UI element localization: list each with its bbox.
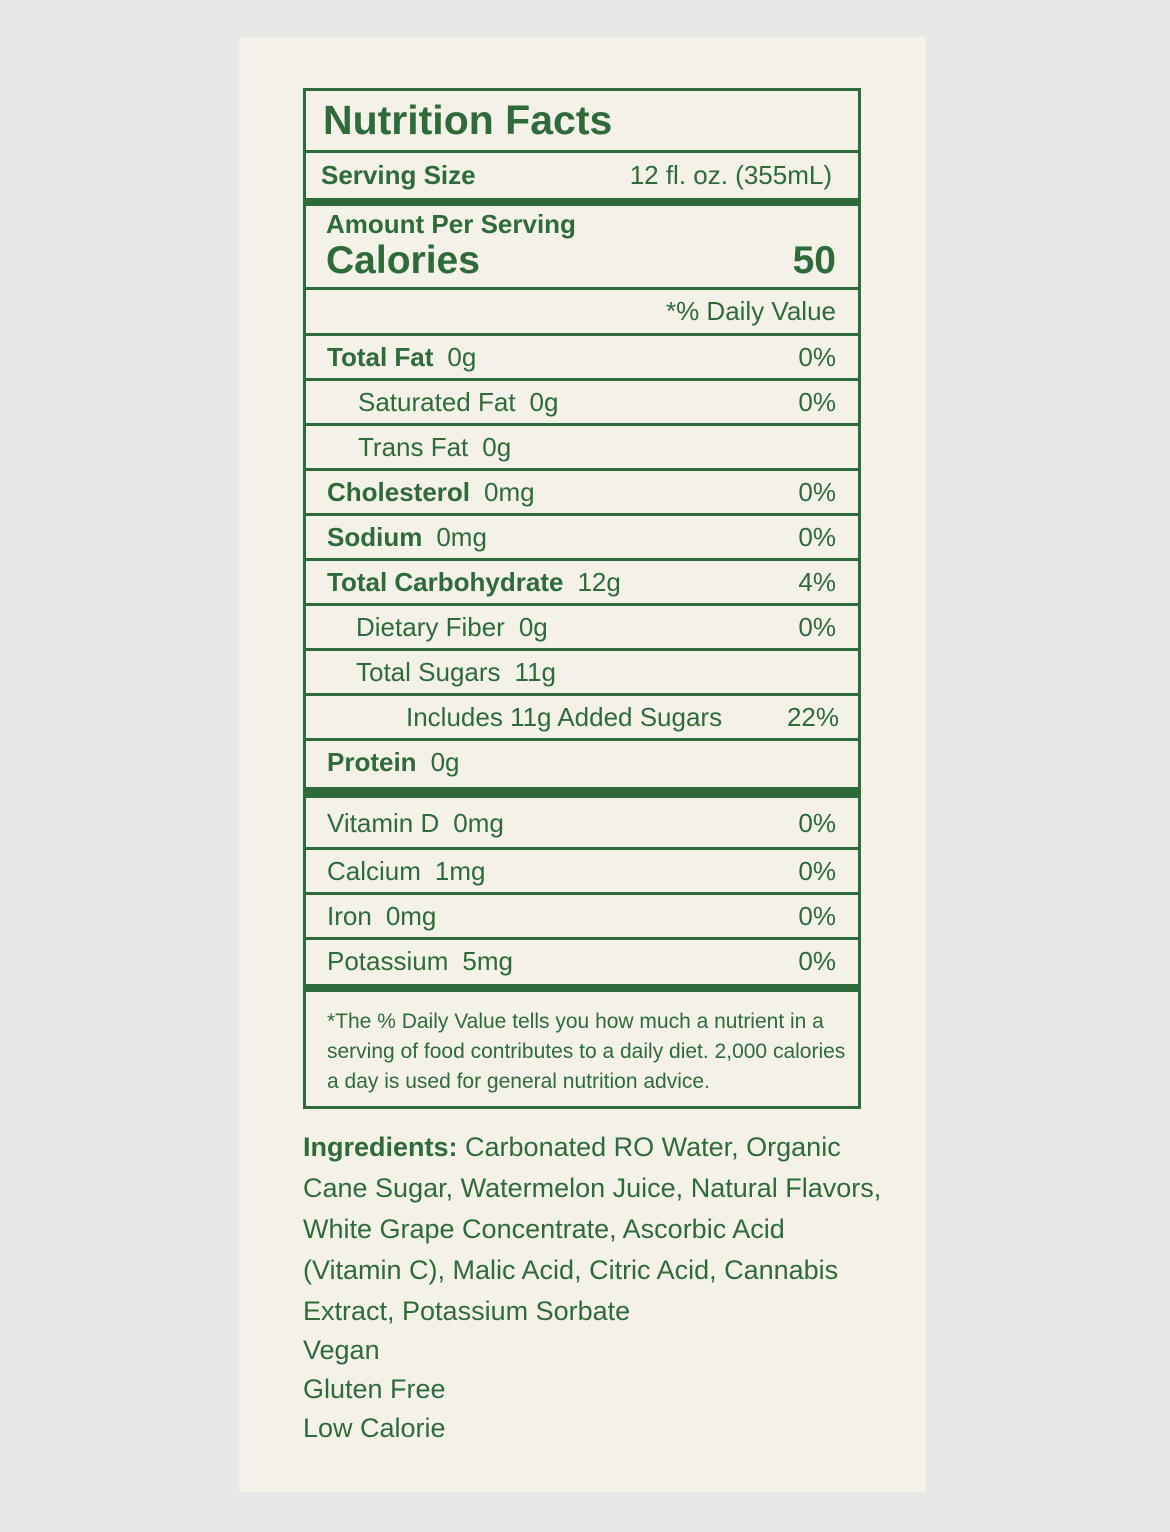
nutrient-name: Cholesterol	[327, 476, 471, 507]
nutrient-row-cholesterol	[306, 471, 858, 513]
daily-value-footnote: *The % Daily Value tells you how much a nutrient in a serving of food contributes to a daily diet. 2,000 calories a day is used for general nutrition advice.	[327, 1010, 846, 1093]
nutrient-daily-value: 0%	[798, 521, 836, 552]
ingredients-label: Ingredients:	[303, 1132, 458, 1162]
thick-divider	[306, 984, 858, 992]
nutrient-row-added-sugars	[306, 696, 858, 738]
nutrient-daily-value: 4%	[798, 566, 836, 597]
thick-divider	[306, 787, 858, 798]
claim-low-calorie: Low Calorie	[303, 1413, 446, 1443]
nutrient-row-trans-fat	[306, 426, 858, 468]
nutrient-daily-value: 0%	[798, 341, 836, 372]
vitamin-amount: 0mg	[385, 900, 437, 931]
serving-size-row	[306, 153, 858, 198]
vitamin-daily-value: 0%	[798, 945, 836, 976]
nutrient-amount: 11g	[514, 656, 556, 687]
nutrient-amount: 0g	[529, 386, 559, 417]
nutrient-name: Saturated Fat	[358, 386, 516, 417]
vitamin-row-vitamin-d	[306, 802, 858, 845]
nutrient-amount: 0g	[518, 611, 548, 642]
nutrient-name: Sodium	[327, 521, 423, 552]
vitamin-name: Vitamin D	[327, 808, 440, 838]
thick-divider	[306, 198, 858, 206]
nutrient-name: Trans Fat	[358, 431, 469, 462]
ingredients-text: Carbonated RO Water, Organic Cane Sugar, Watermelon Juice, Natural Flavors, White Grape Concentrate, Ascorbic Acid (Vitamin C), Malic Acid, Citric Acid, Cannabis Extract, Potassium Sorbate	[303, 1132, 882, 1326]
nutrient-amount: 0g	[482, 431, 512, 462]
nutrition-facts-title: Nutrition Facts	[323, 97, 613, 143]
nutrient-daily-value: 0%	[798, 611, 836, 642]
ingredients-statement	[303, 1127, 883, 1332]
nutrient-amount: 12g	[577, 566, 621, 597]
nutrient-name: Dietary Fiber	[356, 611, 505, 642]
calories-row	[306, 237, 858, 285]
vitamin-daily-value: 0%	[798, 900, 836, 931]
vitamin-amount: 0mg	[453, 808, 504, 838]
nutrient-row-total-fat	[306, 336, 858, 378]
calories-value: 50	[792, 239, 836, 282]
vitamin-row-potassium	[306, 940, 858, 982]
nutrient-row-sodium	[306, 516, 858, 558]
nutrient-amount: 0mg	[484, 476, 535, 507]
vitamin-name: Calcium	[327, 855, 421, 886]
nutrient-name: Total Carbohydrate	[327, 566, 564, 597]
nutrient-name: Protein	[327, 746, 417, 777]
nutrient-row-saturated-fat	[306, 381, 858, 423]
nutrient-row-dietary-fiber	[306, 606, 858, 648]
vitamin-row-calcium	[306, 850, 858, 892]
nutrient-daily-value: 0%	[798, 386, 836, 417]
serving-size-label: Serving Size	[321, 160, 476, 190]
amount-per-serving: Amount Per Serving	[326, 209, 576, 239]
nutrient-name: Includes 11g Added Sugars	[406, 701, 723, 732]
product-info-card	[239, 37, 926, 1492]
vitamin-amount: 5mg	[462, 945, 513, 976]
nutrition-facts-label	[303, 88, 861, 1109]
nutrient-name: Total Fat	[327, 341, 434, 372]
claim-gluten-free: Gluten Free	[303, 1374, 446, 1404]
nutrient-amount: 0g	[430, 746, 460, 777]
calories-label: Calories	[326, 239, 480, 282]
vitamin-daily-value: 0%	[798, 808, 836, 838]
vitamin-row-iron	[306, 895, 858, 937]
nutrient-daily-value: 22%	[786, 701, 839, 732]
daily-value-header-row	[306, 290, 858, 333]
daily-value-header: *% Daily Value	[665, 296, 836, 326]
nutrient-daily-value: 0%	[798, 476, 836, 507]
nutrient-amount: 0mg	[436, 521, 487, 552]
product-claims	[303, 1331, 883, 1448]
vitamin-amount: 1mg	[434, 855, 486, 886]
vitamin-name: Potassium	[327, 945, 449, 976]
vitamin-daily-value: 0%	[798, 855, 836, 886]
serving-size-value: 12 fl. oz. (355mL)	[629, 160, 832, 190]
nutrient-amount: 0g	[447, 341, 477, 372]
nutrient-name: Total Sugars	[356, 656, 501, 687]
nutrient-row-total-carbohydrate	[306, 561, 858, 603]
nutrient-row-total-sugars	[306, 651, 858, 693]
vitamin-name: Iron	[327, 900, 372, 931]
claim-vegan: Vegan	[303, 1335, 380, 1365]
nutrient-row-protein	[306, 741, 858, 783]
